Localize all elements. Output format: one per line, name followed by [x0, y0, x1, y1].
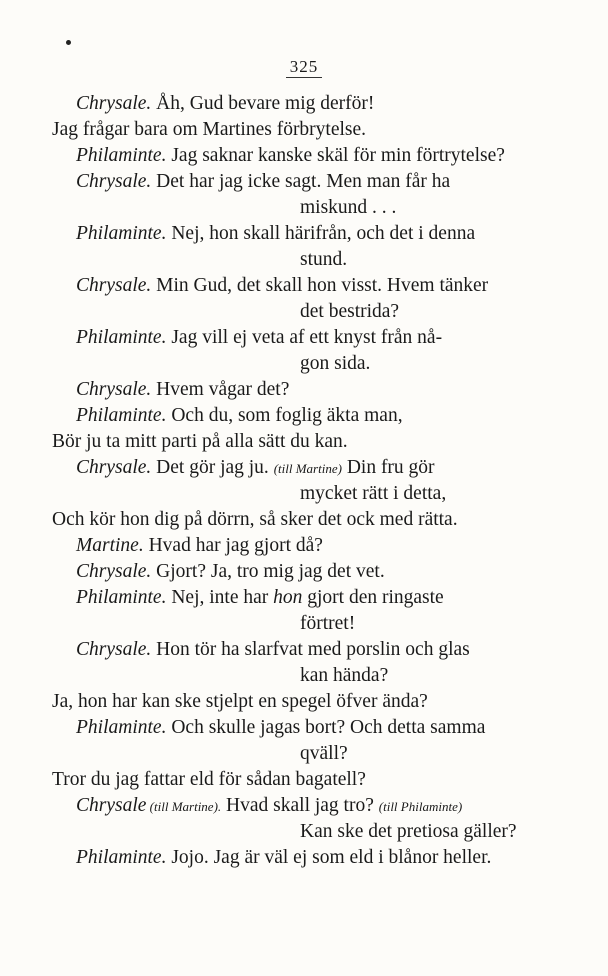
text-line: kan hända? — [300, 665, 389, 686]
text-line: Chrysale (till Martine). Hvad skall jag tro? (till Philaminte) — [76, 795, 463, 816]
text-line: Chrysale. Hvem vågar det? — [76, 379, 290, 400]
text-line: Ja, hon har kan ske stjelpt en spegel öfver ända? — [52, 691, 428, 712]
text-line: Chrysale. Åh, Gud bevare mig derför! — [76, 93, 375, 114]
text-line: qväll? — [300, 743, 348, 764]
text-line: Jag frågar bara om Martines förbrytelse. — [52, 119, 367, 140]
text-line: Martine. Hvad har jag gjort då? — [76, 535, 323, 556]
text-line: Och kör hon dig på dörrn, så sker det ock med rätta. — [52, 509, 458, 530]
text-line: Bör ju ta mitt parti på alla sätt du kan. — [52, 431, 348, 452]
text-line: Kan ske det pretiosa gäller? — [300, 821, 517, 842]
text-line: Chrysale. Hon tör ha slarfvat med porslin och glas — [76, 639, 470, 660]
text-line: Philaminte. Jag vill ej veta af ett knyst från nå- — [76, 327, 443, 348]
text-line: Philaminte. Nej, hon skall härifrån, och det i denna — [76, 223, 476, 244]
page-number: 325 — [0, 57, 608, 77]
ink-dot — [66, 40, 71, 45]
text-line: Chrysale. Det har jag icke sagt. Men man får ha — [76, 171, 451, 192]
text-line: det bestrida? — [300, 301, 400, 322]
text-line: miskund . . . — [300, 197, 397, 218]
text-line: Philaminte. Och skulle jagas bort? Och detta samma — [76, 717, 486, 738]
text-line: mycket rätt i detta, — [300, 483, 447, 504]
text-line: Philaminte. Nej, inte har hon gjort den ringaste — [76, 587, 444, 608]
text-line: Tror du jag fattar eld för sådan bagatell? — [52, 769, 366, 790]
text-line: Chrysale. Min Gud, det skall hon visst. Hvem tänker — [76, 275, 489, 296]
text-line: gon sida. — [300, 353, 371, 374]
text-line: Philaminte. Och du, som foglig äkta man, — [76, 405, 403, 426]
text-line: Philaminte. Jojo. Jag är väl ej som eld i blånor heller. — [76, 847, 492, 868]
text-line: Philaminte. Jag saknar kanske skäl för min förtrytelse? — [76, 145, 505, 166]
text-line: Chrysale. Gjort? Ja, tro mig jag det vet. — [76, 561, 385, 582]
text-line: Chrysale. Det gör jag ju. (till Martine) Din fru gör — [76, 457, 435, 478]
text-line: stund. — [300, 249, 348, 270]
text-line: förtret! — [300, 613, 356, 634]
